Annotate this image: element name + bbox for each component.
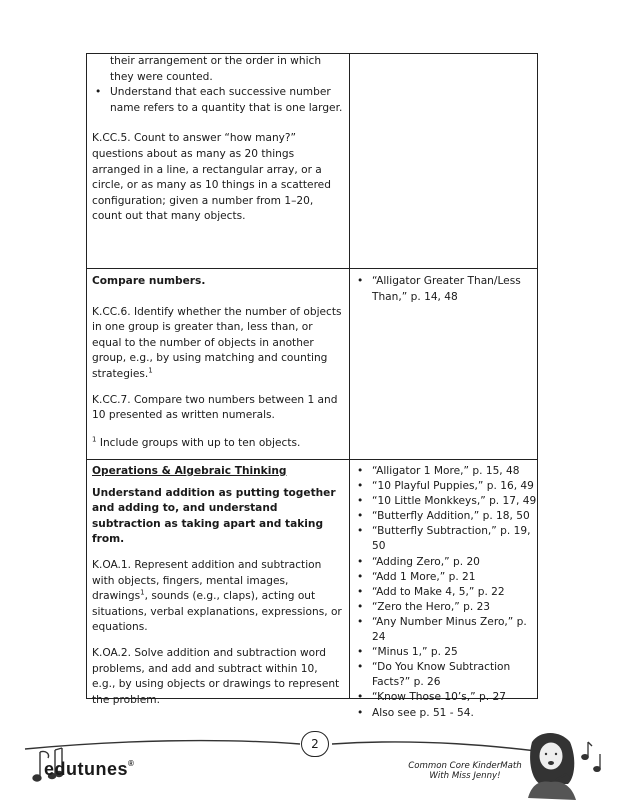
row3-resources — [355, 464, 537, 721]
music-notes-icon — [582, 742, 600, 771]
row-divider — [87, 459, 537, 460]
resource-item: • “Minus 1,” p. 25 — [355, 645, 537, 660]
resource-item: • “10 Playful Puppies,” p. 16, 49 — [355, 479, 537, 494]
page-number: 2 — [311, 737, 319, 751]
resource-list — [355, 464, 537, 721]
section-heading: Compare numbers. — [92, 275, 206, 287]
bullet-list — [92, 85, 344, 116]
resource-item: • “Zero the Hero,” p. 23 — [355, 600, 537, 615]
section-subheading: Understand addition as putting together and adding to, and understand subtraction as taking apart and taking from. — [92, 486, 336, 546]
section-heading: Operations & Algebraic Thinking — [92, 465, 287, 477]
resource-list — [355, 274, 537, 305]
footer-tagline — [405, 761, 525, 781]
logo-text: edutunes — [44, 759, 129, 779]
row3-standards — [92, 464, 344, 708]
standard-koa1-text: K.OA.1. Represent addition and subtraction with objects, fingers, mental images, drawings — [92, 558, 322, 603]
row2-standards — [92, 274, 344, 451]
resource-item: • “Do You Know Subtraction Facts?” p. 26 — [355, 660, 537, 690]
footnote-text: Include groups with up to ten objects. — [96, 436, 301, 449]
tagline-line-2: With Miss Jenny! — [429, 771, 501, 781]
standards-table — [86, 53, 538, 719]
standard-kcc6 — [92, 305, 344, 383]
page-footer — [0, 720, 623, 806]
logo-registered-mark: ® — [128, 759, 135, 768]
bullet-item: • Understand that each successive number name refers to a quantity that is one larger. — [92, 85, 344, 116]
row-divider — [87, 268, 537, 269]
column-divider — [349, 54, 350, 698]
resource-item: • Also see p. 51 - 54. — [355, 706, 537, 721]
standard-kcc7: K.CC.7. Compare two numbers between 1 and 10 presented as written numerals. — [92, 393, 338, 422]
standard-koa1 — [92, 558, 344, 636]
tagline-line-1: Common Core KinderMath — [408, 761, 522, 771]
resource-item: • “Butterfly Addition,” p. 18, 50 — [355, 509, 537, 524]
footnote-marker: 1 — [140, 588, 145, 597]
resource-item: • “Adding Zero,” p. 20 — [355, 555, 537, 570]
resource-item: • “Butterfly Subtraction,” p. 19, 50 — [355, 524, 537, 554]
row2-resources — [355, 274, 537, 305]
footnote-marker: 1 — [92, 435, 97, 444]
standard-koa2: K.OA.2. Solve addition and subtraction word problems, and add and subtract within 10, e.g., by using objects or drawings to represent the problem. — [92, 646, 340, 706]
resource-item: • “Alligator Greater Than/Less Than,” p. 14, 48 — [355, 274, 537, 305]
singer-illustration-icon — [528, 733, 576, 800]
resource-item: • “Add 1 More,” p. 21 — [355, 570, 537, 585]
row1-standards — [92, 54, 344, 225]
page-number-badge — [301, 731, 329, 757]
resource-item: • “Know Those 10’s,” p. 27 — [355, 690, 537, 705]
bullet-continuation: their arrangement or the order in which they were counted. — [110, 55, 322, 83]
resource-item: • “Any Number Minus Zero,” p. 24 — [355, 615, 537, 645]
footnote-marker: 1 — [148, 366, 153, 375]
standard-kcc6-text: K.CC.6. Identify whether the number of objects in one group is greater than, less than, or equal to the number of objects in another group, e.g., by using matching and counting strategies. — [92, 305, 342, 380]
resource-item: • “10 Little Monkkeys,” p. 17, 49 — [355, 494, 537, 509]
resource-item: • “Alligator 1 More,” p. 15, 48 — [355, 464, 537, 479]
resource-item: • “Add to Make 4, 5,” p. 22 — [355, 585, 537, 600]
standard-koa1-text: , sounds (e.g., claps), acting out situations, verbal explanations, expressions, or equations. — [92, 590, 342, 634]
standard-kcc5: K.CC.5. Count to answer “how many?” questions about as many as 20 things arranged in a line, a rectangular array, or a circle, or as many as 10 things in a scattered configuration; given a number from 1–20, count out that many objects. — [92, 132, 331, 223]
footnote — [92, 436, 344, 452]
edutunes-logo — [44, 759, 134, 780]
